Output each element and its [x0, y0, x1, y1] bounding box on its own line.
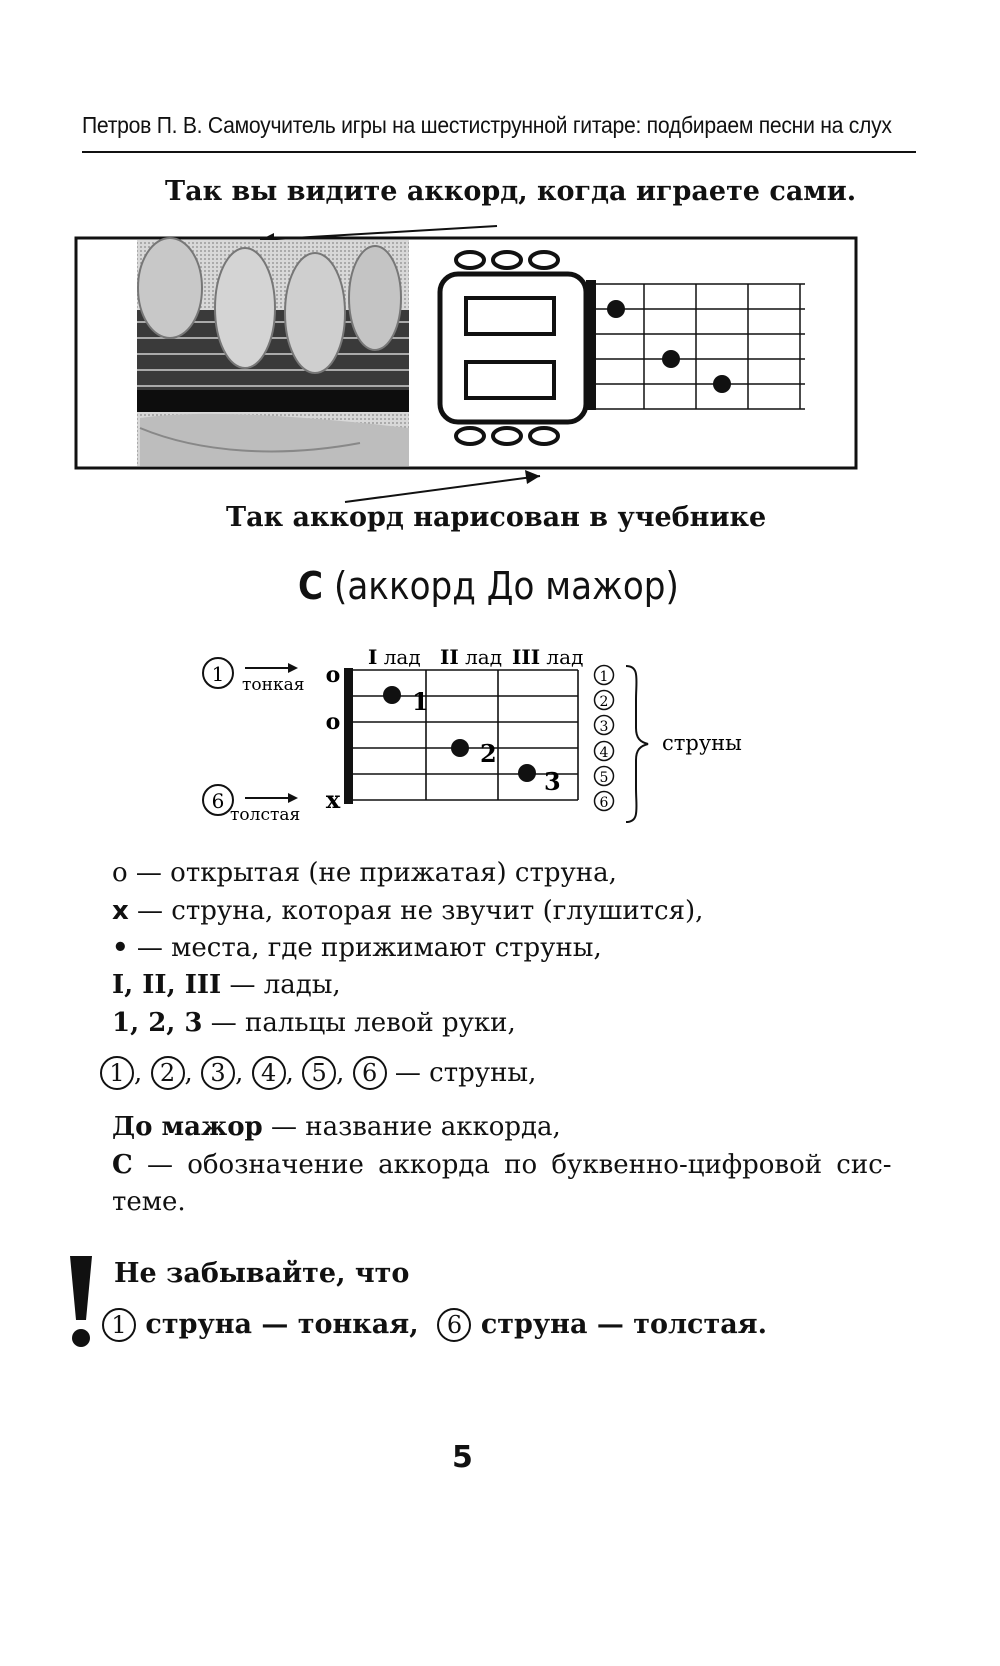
thick-string-number: 6 — [211, 789, 225, 813]
open-mark-1: o — [325, 662, 341, 688]
legend-letter-symbol: С — [112, 1150, 133, 1180]
legend-name — [112, 1112, 561, 1142]
legend-string-4: 4 — [252, 1056, 286, 1090]
legend-name-symbol: До мажор — [112, 1112, 263, 1142]
thin-string-label: тонкая — [242, 675, 305, 695]
svg-text:3: 3 — [599, 719, 609, 735]
muted-mark: x — [325, 785, 341, 814]
fret-label-1: I лад — [368, 645, 421, 669]
open-mark-2: o — [325, 709, 341, 735]
running-header: Петров П. В. Самоучитель игры на шестиструнной гитаре: подбираем песни на слух — [82, 112, 892, 138]
legend-dot-text: — места, где прижимают струны, — [128, 933, 602, 963]
chord-illustration — [60, 218, 930, 518]
warning-text-1: струна — тонкая, — [136, 1309, 419, 1340]
legend-frets — [112, 970, 341, 1000]
warning-num-6: 6 — [437, 1308, 471, 1342]
legend-letter-text-2: теме. — [112, 1187, 186, 1217]
svg-text:6: 6 — [599, 795, 609, 811]
finger-dot-2 — [451, 739, 469, 757]
legend-string-3: 3 — [201, 1056, 235, 1090]
legend-frets-symbol: I, II, III — [112, 970, 222, 1000]
chord-diagram — [190, 640, 790, 830]
warning-text — [102, 1308, 767, 1342]
finger-number-1: 1 — [412, 687, 429, 716]
legend-mute-symbol: x — [112, 896, 129, 926]
legend-open — [112, 858, 617, 888]
header-rule — [82, 151, 916, 153]
chord-title-rest: (аккорд До мажор) — [333, 564, 679, 608]
warning-text-6: струна — толстая. — [471, 1309, 768, 1340]
svg-text:2: 2 — [599, 694, 609, 710]
legend-frets-text: — лады, — [221, 970, 341, 1000]
exclamation-icon — [62, 1252, 102, 1352]
headstock-diagram — [440, 252, 805, 444]
legend-open-text: — открытая (не прижатая) струна, — [127, 858, 617, 888]
warning-num-1: 1 — [102, 1308, 136, 1342]
arrow-bottom — [345, 476, 540, 502]
thin-string-number: 1 — [211, 662, 225, 686]
nut — [344, 668, 353, 804]
legend-string-5: 5 — [302, 1056, 336, 1090]
legend-strings-text: — струны, — [386, 1058, 537, 1088]
svg-text:4: 4 — [599, 745, 609, 761]
caption-bottom: Так аккорд нарисован в учебнике — [226, 502, 767, 533]
chord-title — [298, 564, 679, 608]
legend-mute-text: — струна, которая не звучит (глушится), — [128, 896, 704, 926]
legend-strings: 1 , 2 , 3 , 4 , 5 , 6 — струны, — [100, 1056, 536, 1090]
legend-string-2: 2 — [151, 1056, 185, 1090]
legend-dot-symbol: • — [112, 933, 129, 963]
svg-text:5: 5 — [599, 770, 609, 786]
legend-letter-text-1: — обозначение аккорда по буквенно-цифровой сис- — [132, 1150, 892, 1180]
warning-title: Не забывайте, что — [114, 1258, 410, 1289]
svg-text:1: 1 — [599, 669, 609, 685]
legend-letter — [112, 1150, 892, 1180]
fret-label-2: II лад — [440, 645, 503, 669]
finger-number-2: 2 — [480, 739, 497, 768]
legend-string-1: 1 — [100, 1056, 134, 1090]
legend-open-symbol: о — [112, 858, 128, 888]
finger-dot-1 — [383, 686, 401, 704]
page-number: 5 — [452, 1440, 473, 1475]
caption-top: Так вы видите аккорд, когда играете сами. — [165, 176, 857, 207]
hand-photo — [137, 238, 409, 466]
chord-letter: C — [298, 564, 324, 608]
finger-dot-3 — [518, 764, 536, 782]
legend-name-text: — название аккорда, — [262, 1112, 561, 1142]
legend-fingers-symbol: 1, 2, 3 — [112, 1008, 203, 1038]
legend-mute — [112, 896, 703, 926]
finger-number-3: 3 — [544, 767, 561, 796]
brace — [626, 666, 648, 822]
legend-fingers-text: — пальцы левой руки, — [202, 1008, 516, 1038]
thick-string-label: толстая — [230, 805, 301, 825]
string-numbers — [595, 666, 614, 812]
strings-label: струны — [662, 731, 742, 755]
arrow-bottom-head — [525, 470, 540, 484]
fret-label-3: III лад — [512, 645, 584, 669]
legend-dot — [112, 933, 602, 963]
legend-string-6: 6 — [353, 1056, 387, 1090]
legend-fingers — [112, 1008, 516, 1038]
